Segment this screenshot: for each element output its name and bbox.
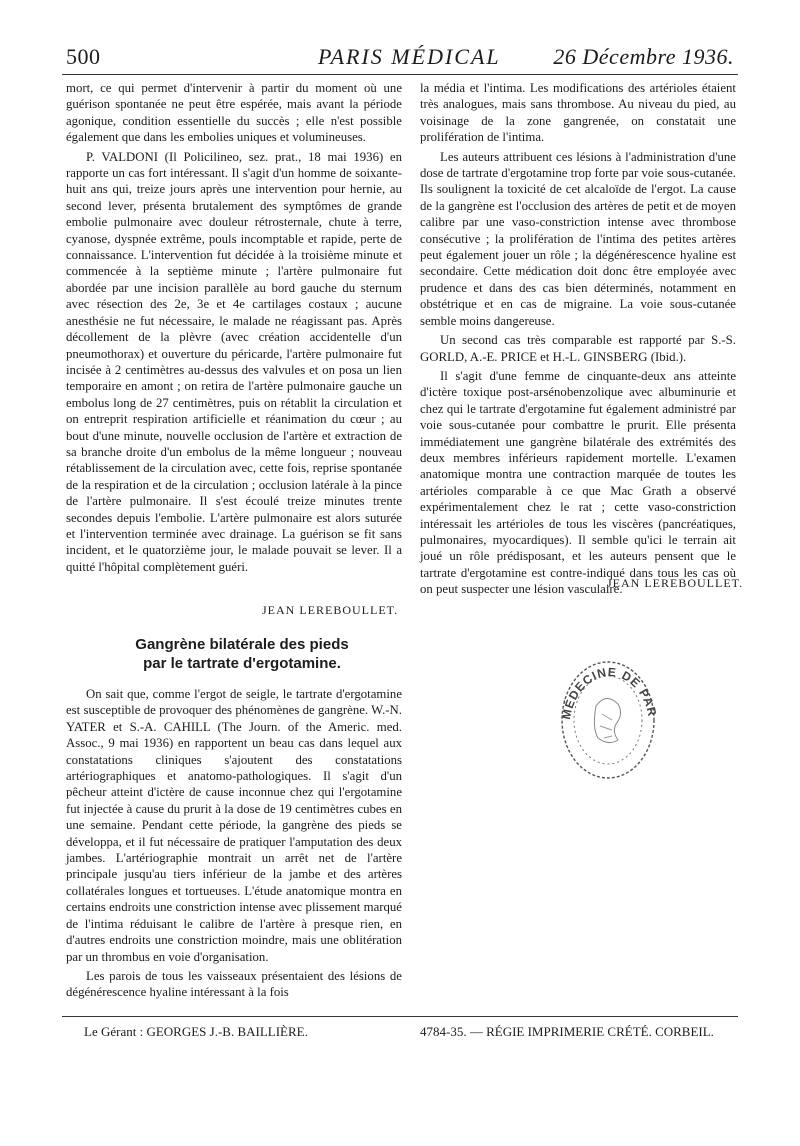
journal-title: PARIS MÉDICAL (318, 44, 501, 69)
right-column (420, 80, 736, 601)
paragraph: Les auteurs attribuent ces lésions à l'administration d'une dose de tartrate d'ergotamine trop forte par voie sous-cutanée. Ils soulignent la toxicité de cet alcaloïde de l'ergot. La cause de la gangrène est l'occlusion des artères de petit et de moyen calibre par une vaso-constriction intense avec thrombose consécutive ; la prolifération de l'intima des petites artères peut également jouer un rôle ; la dégénérescence hyaline est secondaire. Cette médication doit donc être employée avec prudence et dans des cas bien déterminés, notamment en obstétrique et en cas de migraine. La voie sous-cutanée semble moins dangereuse. (420, 149, 736, 328)
footer-printer: 4784-35. — RÉGIE IMPRIMERIE CRÉTÉ. CORBEIL. (420, 1024, 714, 1039)
paragraph: On sait que, comme l'ergot de seigle, le tartrate d'ergotamine est susceptible de provoquer des phénomènes de gangrène. W.-N. YATER et S.-A. CAHILL (The Journ. of the Americ. med. Assoc., 9 mai 1936) en rapportent un beau cas dans lequel aux constatations cliniques s'ajoutent des constatations artériographiques et anatomo-pathologiques. Il s'agit d'un pêcheur atteint d'ictère de cause inconnue chez qui l'ergotamine fut injectée à cause du prurit à la dose de 19 centimètres cubes en une semaine. Pendant cette période, la gangrène des pieds se développa, et il fut nécessaire de pratiquer l'amputation des deux jambes. L'artériographie montrait un arrêt net de l'artère principale jusqu'au tiers inférieur de la jambe et des artères collatérales longues et tortueuses. L'étude anatomique montra en certains endroits une constriction intense avec plissement marqué de l'intima réduisant le calibre de l'artère à presque rien, en d'autres endroits une constriction moindre, mais une oblitération par un thrombus en voie d'organisation. (66, 687, 402, 964)
left-column-article (66, 686, 402, 1004)
library-stamp (556, 654, 660, 784)
section-title-line: par le tartrate d'ergotamine. (143, 655, 341, 672)
author-signature: JEAN LEREBOULLET. (607, 576, 744, 590)
page-number: 500 (66, 44, 101, 69)
paragraph: Il s'agit d'une femme de cinquante-deux ans atteinte d'ictère toxique post-arsénobenzolique avec albuminurie et chez qui le tartrate d'ergotamine fut également administré par voie sous-cutanée pour combattre le prurit. Elle présenta immédiatement une gangrène bilatérale des extrémités des deux membres inférieurs rapidement mortelle. L'examen anatomique montra une contraction marquée de toutes les artérioles comparable à ce que Mac Grath a observé expérimentalement chez le rat ; cette vaso-constriction intéressait les artérioles de tous les viscères (pancréatiques, pulmonaires, myocardiques). Il semble qu'ici le terrain ait joué un rôle prédisposant, et les auteurs pensent que le tartrate d'ergotamine est contre-indiqué dans tous les cas où on peut suspecter une lésion vasculaire. (420, 368, 736, 597)
left-column (66, 80, 402, 578)
paragraph: Les parois de tous les vaisseaux présentaient des lésions de dégénérescence hyaline intéressant à la fois (66, 968, 402, 1000)
author-signature: JEAN LEREBOULLET. (262, 603, 399, 617)
paragraph: P. VALDONI (Il Policilineo, sez. prat., 18 mai 1936) en rapporte un cas fort intéressant. Il s'agit d'un homme de soixante-huit ans qui, treize jours après une intervention pour hernie, au second lever, présenta brutalement des symptômes de grande embolie pulmonaire avec douleur rétrosternale, chute à terre, cyanose, dyspnée extrême, pouls incomptable et rapide, perte de connaissance. L'intervention fut décidée à la troisième minute et commencée à la septième minute ; l'artère pulmonaire fut abordée par une incision parallèle au bord gauche du sternum avec résection des 2e, 3e et 4e cartilages costaux ; aucune anesthésie ne fut nécessaire, le malade ne réagissant pas. Après décollement de la plèvre (avec création accidentelle d'un pneumothorax) et ouverture du péricarde, l'artère pulmonaire fut incisée à 2 centimètres au-dessus des valvules et on posa un lien temporaire en amont ; on retira de l'artère pulmonaire gauche un embolus long de 27 centimètres, puis on rétablit la circulation et on entreprit respiration artificielle et réanimation du cœur ; au bout d'une minute, nouvelle occlusion de l'artère et extraction de sa branche droite d'un embolus de la même longueur ; nouveau rétablissement de la circulation avec, cette fois, reprise spontanée de la respiration et de la circulation ; occlusion latérale à la pince de l'artère pulmonaire. Il s'est écoulé treize minutes trente secondes depuis l'embolie. L'artère pulmonaire est alors suturée et l'intervention terminée avec drainage. La guérison se fit sans incident, et le quatorzième jour, le malade pouvait se lever. Il a quitté l'hôpital complètement guéri. (66, 149, 402, 574)
footer-rule (62, 1016, 738, 1017)
footer-manager: Le Gérant : GEORGES J.-B. BAILLIÈRE. (84, 1024, 308, 1039)
header-rule (62, 74, 738, 75)
section-title-line: Gangrène bilatérale des pieds (135, 636, 349, 653)
paragraph: Un second cas très comparable est rapporté par S.-S. GORLD, A.-E. PRICE et H.-L. GINSBERG (Ibid.). (420, 333, 736, 364)
paragraph: mort, ce qui permet d'intervenir à partir du moment où une guérison spontanée ne peut être espérée, mais avant la période agonique, condition essentielle du succès ; elle n'est possible également que dans les embolies uniques et volumineuses. (66, 81, 402, 145)
section-title (76, 635, 408, 673)
paragraph: la média et l'intima. Les modifications des artérioles étaient très analogues, mais sans thrombose. Au niveau du pied, au voisinage de la zone gangrenée, on constatait une prolifération de l'intima. (420, 81, 736, 145)
svg-text:MÉDECINE DE PARIS: MÉDECINE DE PAR (558, 664, 660, 721)
issue-date: 26 Décembre 1936. (553, 44, 734, 69)
stamp-seal-icon (556, 654, 660, 784)
